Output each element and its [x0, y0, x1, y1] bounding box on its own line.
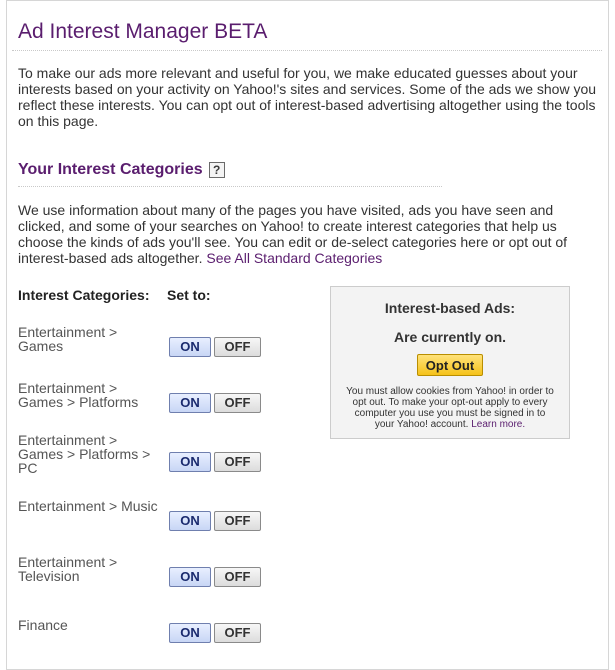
section-divider	[18, 186, 442, 187]
column-header-categories: Interest Categories:	[18, 287, 150, 303]
intro-text: To make our ads more relevant and useful for you, we make educated guesses about your interests based on your activity on Yahoo!'s sites and services. Some of the ads we show you reflect these interests. You can opt out of interest-based advertising altogether using the tools on this page.	[18, 65, 597, 129]
category-label-4: Entertainment > Television	[18, 554, 118, 584]
category-toggle-1	[169, 393, 261, 413]
category-label-1: Entertainment > Games > Platforms	[18, 380, 139, 410]
help-icon[interactable]: ?	[209, 162, 225, 178]
category-label-0: Entertainment > Games	[18, 324, 118, 354]
ads-status-text: Are currently on.	[393, 329, 507, 345]
category-toggle-2	[169, 452, 261, 472]
column-header-set-to: Set to:	[167, 287, 211, 303]
on-button[interactable]: ON	[169, 393, 211, 413]
category-toggle-0	[169, 337, 261, 357]
ads-panel-heading: Interest-based Ads:	[384, 300, 516, 316]
interest-description-text: We use information about many of the pages you have visited, ads you have seen and clicked, and some of your searches on Yahoo! to create interest categories that help us choose the kinds of ads you'll see. You can edit or de-select categories here or opt out of interest-based ads altogether.	[18, 202, 568, 266]
off-button[interactable]: OFF	[214, 511, 261, 531]
category-toggle-5	[169, 623, 261, 643]
category-toggle-4	[169, 567, 261, 587]
on-button[interactable]: ON	[169, 452, 211, 472]
off-button[interactable]: OFF	[214, 567, 261, 587]
on-button[interactable]: ON	[169, 623, 211, 643]
interest-ads-panel	[330, 286, 570, 439]
off-button[interactable]: OFF	[214, 623, 261, 643]
interest-section-title-text: Your Interest Categories	[18, 161, 203, 178]
category-toggle-3	[169, 511, 261, 531]
opt-out-button[interactable]: Opt Out	[417, 354, 483, 376]
on-button[interactable]: ON	[169, 567, 211, 587]
off-button[interactable]: OFF	[214, 337, 261, 357]
off-button[interactable]: OFF	[214, 452, 261, 472]
on-button[interactable]: ON	[169, 511, 211, 531]
see-all-categories-link[interactable]: See All Standard Categories	[206, 250, 383, 266]
interest-section-title	[18, 161, 225, 179]
interest-description	[18, 202, 600, 266]
category-label-2: Entertainment > Games > Platforms > PC	[18, 432, 151, 476]
page-title: Ad Interest Manager BETA	[18, 20, 268, 43]
ads-note-text: You must allow cookies from Yahoo! in order to opt out. To make your opt-out apply to every computer you use you must be signed in to your Yahoo! account.	[346, 386, 554, 430]
on-button[interactable]: ON	[169, 337, 211, 357]
ads-panel-note	[345, 386, 555, 430]
category-label-5: Finance	[18, 617, 68, 633]
category-label-3: Entertainment > Music	[18, 498, 158, 514]
learn-more-link[interactable]: Learn more.	[471, 419, 526, 430]
off-button[interactable]: OFF	[214, 393, 261, 413]
title-divider	[12, 50, 602, 51]
